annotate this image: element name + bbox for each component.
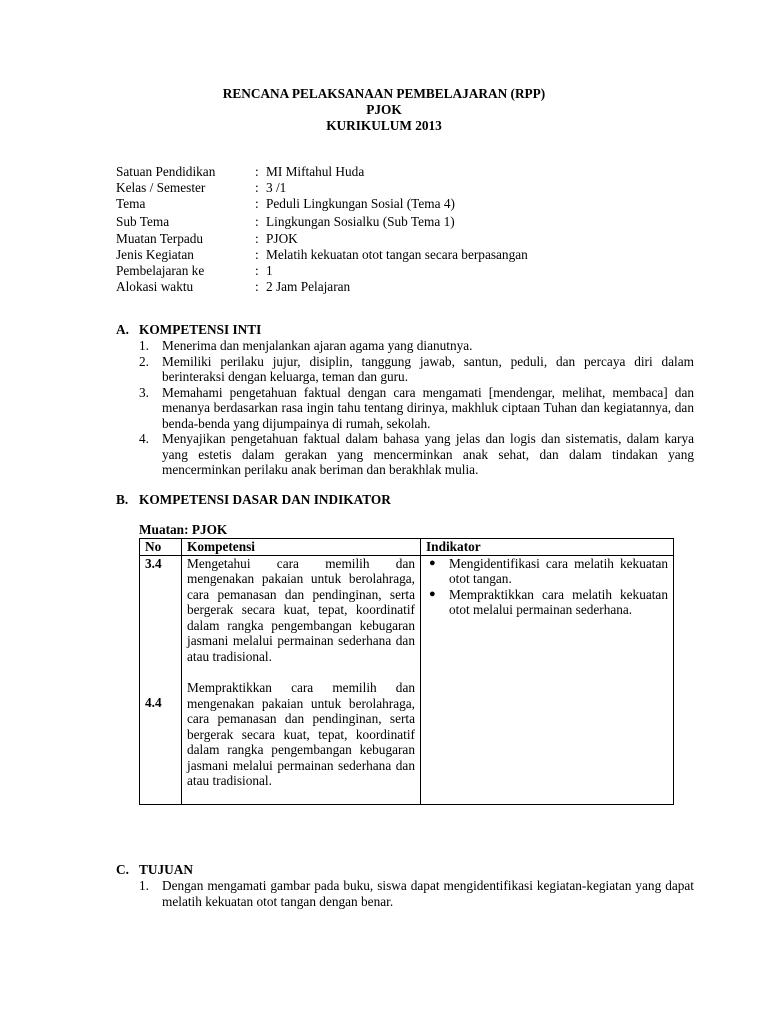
list-item (139, 338, 694, 354)
identity-label: Satuan Pendidikan (116, 164, 216, 179)
identity-value: 2 Jam Pelajaran (266, 279, 351, 294)
identity-label: Tema (116, 196, 146, 211)
list-number: 1. (139, 338, 149, 353)
identity-label: Alokasi waktu (116, 279, 194, 294)
header-no: No (140, 539, 182, 556)
cell-spacer (187, 664, 415, 680)
kompetensi-dasar-table (139, 538, 674, 805)
list-item (139, 385, 694, 432)
section-a-heading (116, 322, 261, 338)
identity-colon: : (255, 196, 259, 211)
identity-colon: : (255, 279, 259, 294)
bullet-icon: ● (429, 556, 436, 569)
kd-number: 4.4 (145, 695, 162, 710)
identity-colon: : (255, 247, 259, 262)
table-header-row (140, 539, 674, 556)
list-number: 3. (139, 384, 149, 400)
header-subject: PJOK (366, 102, 402, 117)
identity-label: Jenis Kegiatan (116, 247, 194, 262)
identity-colon: : (255, 180, 259, 195)
indikator-item (426, 556, 668, 587)
section-title: TUJUAN (139, 862, 193, 877)
list-number: 2. (139, 353, 149, 369)
section-title: KOMPETENSI INTI (139, 322, 262, 337)
indikator-cell (421, 555, 674, 804)
identity-colon: : (255, 231, 259, 246)
identity-label: Pembelajaran ke (116, 263, 205, 278)
indikator-text: Mempraktikkan cara melatih kekuatan otot melalui permainan sederhana. (449, 586, 668, 617)
identity-colon: : (255, 263, 259, 278)
no-cell (140, 555, 182, 804)
identity-colon: : (255, 164, 259, 179)
header-indikator: Indikator (421, 539, 674, 556)
header-kompetensi: Kompetensi (182, 539, 421, 556)
cell-spacer (145, 571, 176, 695)
indikator-item (426, 587, 668, 618)
list-item (139, 354, 694, 385)
identity-colon: : (255, 213, 259, 229)
header-curriculum: KURIKULUM 2013 (326, 118, 442, 133)
identity-value: 3 /1 (266, 180, 287, 195)
list-item (139, 878, 694, 909)
kompetensi-text: Mengetahui cara memilih dan mengenakan pakaian untuk berolahraga, cara pemanasan dan pendinginan, serta bergerak secara kuat, tepat, koordinatif dalam rangka pengembangan kebugaran jasmani melalui permainan sederhana dan atau tradisional. (187, 555, 415, 664)
list-text: Dengan mengamati gambar pada buku, siswa dapat mengidentifikasi kegiatan-kegiatan yang dapat melatih kekuatan otot tangan dengan benar. (162, 878, 694, 909)
section-b-heading (116, 492, 391, 508)
identity-label: Muatan Terpadu (116, 231, 204, 246)
kompetensi-inti-list (139, 338, 694, 478)
section-letter: A. (116, 322, 129, 337)
list-text: Memiliki perilaku jujur, disiplin, tanggung jawab, santun, peduli, dan percaya diri dalam berinteraksi dengan keluarga, teman dan guru. (162, 353, 694, 384)
section-letter: C. (116, 862, 129, 877)
identity-value: PJOK (266, 231, 298, 246)
list-item (139, 431, 694, 478)
identity-value: 1 (266, 263, 273, 278)
list-text: Menyajikan pengetahuan faktual dalam bahasa yang jelas dan logis dan sistematis, dalam karya yang estetis dalam gerakan yang mencerminkan anak sehat, dan dalam tindakan yang mencerminkan perilaku anak beriman dan berakhlak mulia. (162, 431, 694, 477)
identity-value: MI Miftahul Huda (266, 164, 365, 179)
kd-number: 3.4 (145, 555, 162, 571)
identity-value: Lingkungan Sosialku (Sub Tema 1) (266, 213, 455, 229)
section-title: KOMPETENSI DASAR DAN INDIKATOR (139, 492, 391, 507)
muatan-label: Muatan: PJOK (139, 522, 228, 537)
list-number: 1. (139, 878, 149, 893)
document-header (0, 86, 768, 134)
list-number: 4. (139, 431, 149, 446)
bullet-icon: ● (429, 587, 436, 600)
list-text: Menerima dan menjalankan ajaran agama yang dianutnya. (162, 338, 473, 353)
kompetensi-text: Mempraktikkan cara memilih dan mengenakan pakaian untuk berolahraga, cara pemanasan dan pendinginan, serta bergerak secara kuat, tepat, koordinatif dalam rangka pengembangan kebugaran jasmani melalui permainan sederhana dan atau tradisional. (187, 680, 415, 788)
identity-label: Sub Tema (116, 213, 170, 229)
identity-value: Melatih kekuatan otot tangan secara berpasangan (266, 247, 528, 262)
section-letter: B. (116, 492, 129, 507)
section-c-heading (116, 862, 193, 878)
table-row (140, 555, 674, 804)
kompetensi-cell (182, 555, 421, 804)
identity-label: Kelas / Semester (116, 180, 206, 195)
header-title: RENCANA PELAKSANAAN PEMBELAJARAN (RPP) (222, 86, 546, 101)
indikator-text: Mengidentifikasi cara melatih kekuatan otot tangan. (449, 555, 668, 586)
list-text: Memahami pengetahuan faktual dengan cara mengamati [mendengar, melihat, membaca] dan menanya berdasarkan rasa ingin tahu tentang dirinya, makhluk ciptaan Tuhan dan kegiatannya, dan benda-benda yang dijumpainya di rumah, sekolah. (162, 384, 694, 431)
tujuan-list (139, 878, 694, 909)
identity-value: Peduli Lingkungan Sosial (Tema 4) (266, 196, 455, 211)
